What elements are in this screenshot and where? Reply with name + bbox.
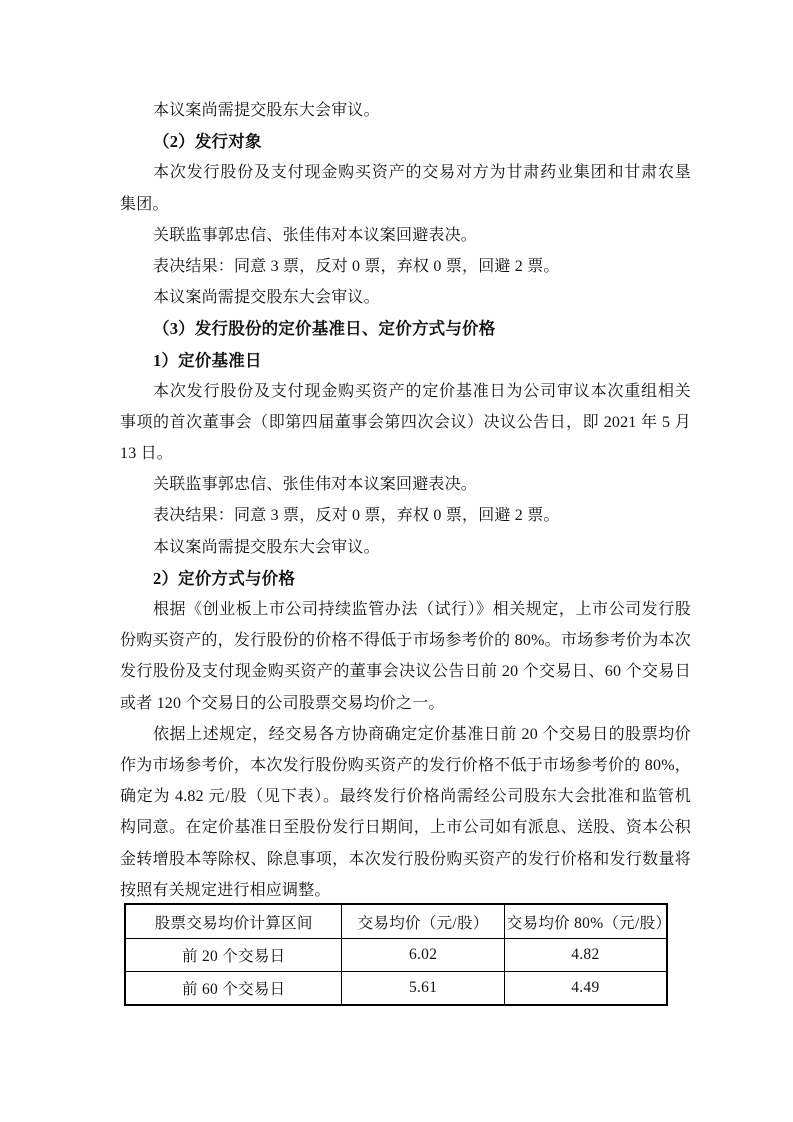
paragraph-line: 本次发行股份及支付现金购买资产的定价基准日为公司审议本次重组相关 <box>153 382 691 400</box>
table-cell: 4.82 <box>504 939 667 972</box>
table-header-cell: 交易均价（元/股） <box>342 904 504 939</box>
paragraph-line: 本议案尚需提交股东大会审议。 <box>153 102 380 119</box>
paragraph-line: 表决结果：同意 3 票，反对 0 票，弃权 0 票，回避 2 票。 <box>153 507 560 525</box>
paragraph-line: 事项的首次董事会（即第四届董事会第四次会议）决议公告日，即 2021 年 5 月 <box>120 413 691 431</box>
paragraph-line: 本议案尚需提交股东大会审议。 <box>153 289 380 307</box>
document-body <box>120 95 691 906</box>
section-heading: 1）定价基准日 <box>153 350 262 370</box>
table-cell: 4.49 <box>504 972 667 1006</box>
table-cell: 6.02 <box>342 939 504 972</box>
paragraph-line: 本议案尚需提交股东大会审议。 <box>153 538 380 556</box>
paragraph-line: 本次发行股份及支付现金购买资产的交易对方为甘肃药业集团和甘肃农垦 <box>153 164 691 182</box>
paragraph-line: 集团。 <box>120 195 169 213</box>
paragraph-line: 或者 120 个交易日的公司股票交易均价之一。 <box>120 694 445 712</box>
paragraph-line: 关联监事郭忠信、张佳伟对本议案回避表决。 <box>153 476 478 494</box>
paragraph-line: 份购买资产的，发行股份的价格不得低于市场参考价的 80%。市场参考价为本次 <box>120 632 691 650</box>
paragraph-line: 金转增股本等除权、除息事项，本次发行股份购买资产的发行价格和发行数量将 <box>120 850 691 868</box>
section-heading: （3）发行股份的定价基准日、定价方式与价格 <box>153 319 496 339</box>
paragraph-line: 构同意。在定价基准日至股份发行日期间，上市公司如有派息、送股、资本公积 <box>120 819 691 837</box>
table-header-row <box>125 904 667 939</box>
paragraph-line: 表决结果：同意 3 票，反对 0 票，弃权 0 票，回避 2 票。 <box>153 257 560 275</box>
table-header-cell: 交易均价 80%（元/股） <box>504 904 667 939</box>
table-cell: 前 20 个交易日 <box>125 939 342 972</box>
table-row <box>125 939 667 972</box>
table-cell: 5.61 <box>342 972 504 1006</box>
paragraph-line: 确定为 4.82 元/股（见下表）。最终发行价格尚需经公司股东大会批准和监管机 <box>120 788 691 806</box>
price-table <box>124 903 672 1006</box>
paragraph-line: 关联监事郭忠信、张佳伟对本议案回避表决。 <box>153 226 478 244</box>
paragraph-line: 发行股份及支付现金购买资产的董事会决议公告日前 20 个交易日、60 个交易日 <box>120 663 691 681</box>
table-row <box>125 972 667 1006</box>
table-cell: 前 60 个交易日 <box>125 972 342 1006</box>
paragraph-line: 13 日。 <box>120 445 174 463</box>
paragraph-line: 按照有关规定进行相应调整。 <box>120 881 331 899</box>
paragraph-line: 依据上述规定，经交易各方协商确定定价基准日前 20 个交易日的股票均价 <box>153 725 691 743</box>
section-heading: 2）定价方式与价格 <box>153 568 296 588</box>
section-heading: （2）发行对象 <box>153 132 262 152</box>
paragraph-line: 根据《创业板上市公司持续监管办法（试行）》相关规定，上市公司发行股 <box>153 601 691 618</box>
paragraph-line: 作为市场参考价，本次发行股份购买资产的发行价格不低于市场参考价的 80%， <box>120 756 691 774</box>
table-header-cell: 股票交易均价计算区间 <box>125 904 342 939</box>
